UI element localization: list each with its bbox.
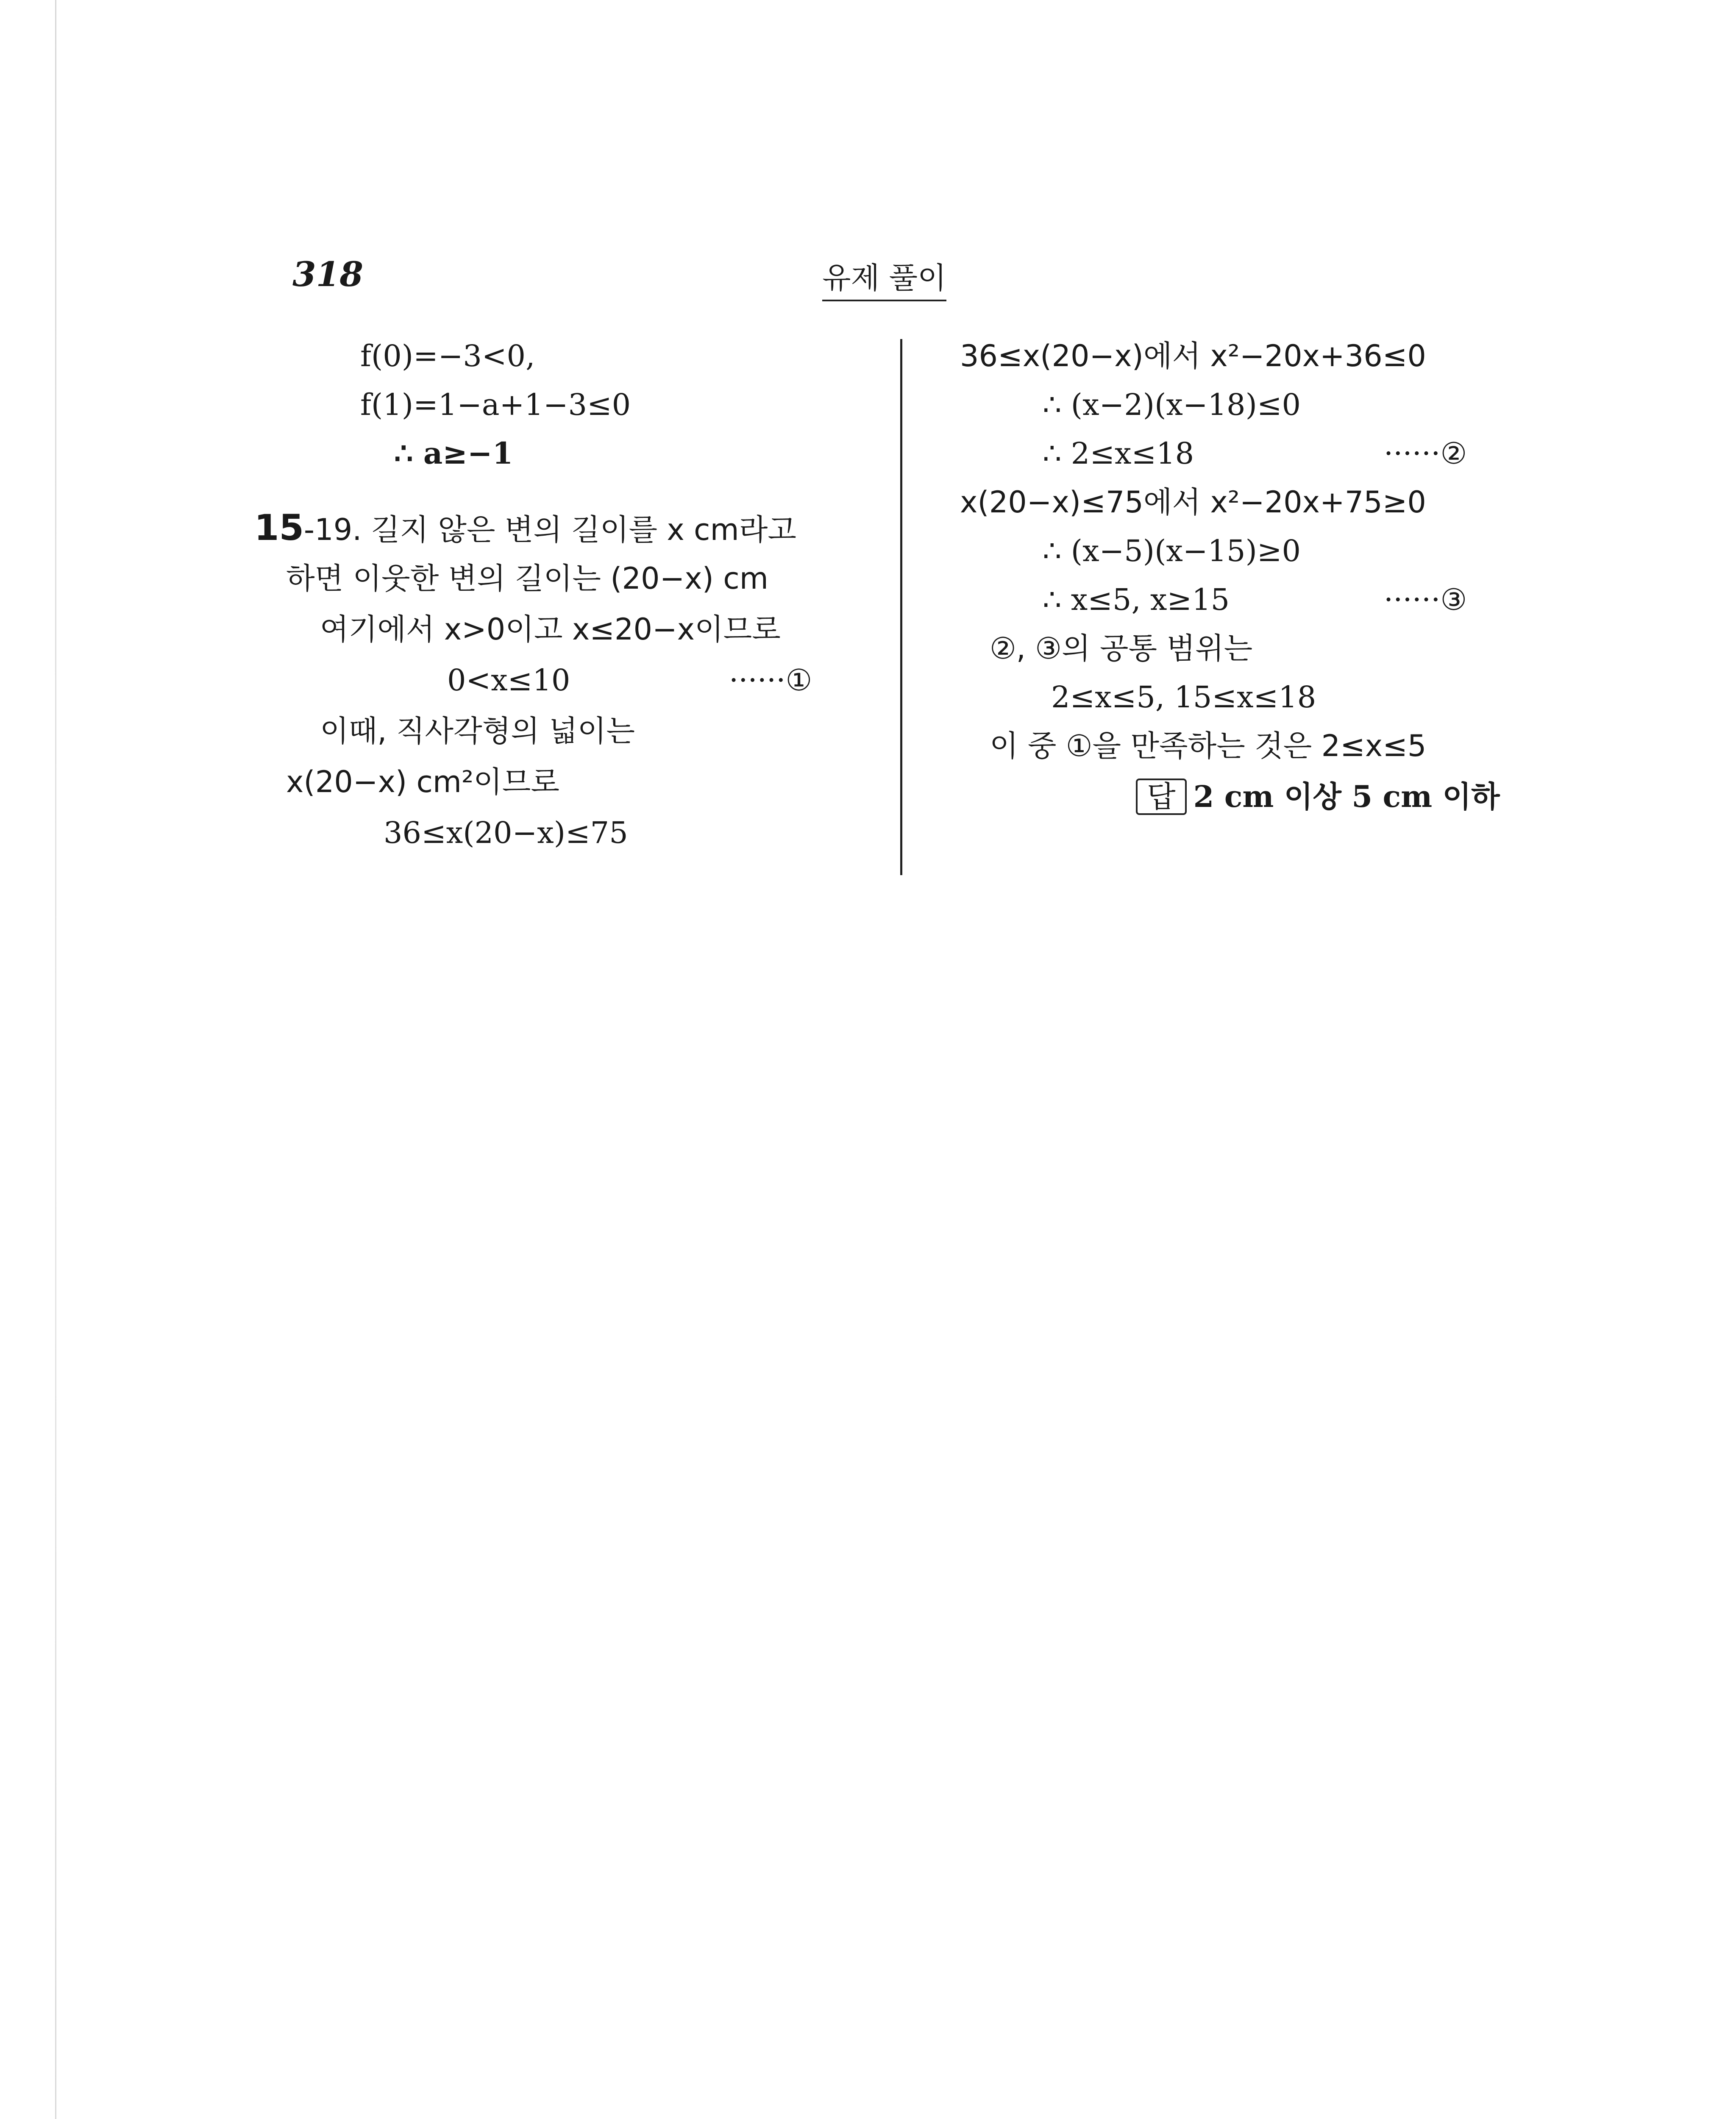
right-line-4: x(20−x)≤75에서 x²−20x+75≥0 [960, 485, 1426, 520]
answer-line [1136, 776, 1500, 818]
right-line-1: 36≤x(20−x)에서 x²−20x+36≤0 [960, 339, 1426, 373]
column-divider [900, 339, 902, 875]
answer-text: 2 cm 이상 5 cm 이하 [1193, 779, 1500, 814]
prev-solution-f1: f(1)=1−a+1−3≤0 [360, 387, 631, 422]
problem-number: -19. [303, 512, 362, 547]
scan-edge [55, 0, 56, 2119]
right-line-9: 이 중 ①을 만족하는 것은 2≤x≤5 [990, 729, 1427, 763]
condition-mark-1: ······① [729, 663, 812, 698]
problem-heading [254, 506, 796, 551]
right-line-5: ∴ (x−5)(x−15)≥0 [1043, 534, 1301, 568]
right-line-8: 2≤x≤5, 15≤x≤18 [1051, 680, 1316, 715]
solution-line-7: 36≤x(20−x)≤75 [384, 815, 628, 850]
solution-line-6: x(20−x) cm²이므로 [286, 765, 560, 799]
solution-line-3: 여기에서 x>0이고 x≤20−x이므로 [320, 612, 781, 647]
condition-mark-2: ······② [1384, 436, 1467, 471]
condition-mark-3: ······③ [1384, 582, 1467, 617]
solution-line-4: 0<x≤10 [447, 663, 570, 698]
solution-line-1: 길지 않은 변의 길이를 x cm라고 [371, 512, 796, 547]
right-line-7: ②, ③의 공통 범위는 [990, 631, 1253, 666]
running-title: 유제 풀이 [822, 254, 946, 301]
page-number: 318 [292, 254, 363, 294]
right-line-3: ∴ 2≤x≤18 [1043, 436, 1194, 471]
answer-label-box: 답 [1136, 779, 1187, 815]
right-line-2: ∴ (x−2)(x−18)≤0 [1043, 387, 1301, 422]
prev-solution-result: ∴ a≥−1 [394, 436, 513, 471]
right-line-6: ∴ x≤5, x≥15 [1043, 582, 1230, 617]
solution-line-5: 이때, 직사각형의 넓이는 [320, 714, 635, 748]
problem-badge: 15 [254, 507, 304, 548]
solution-line-2: 하면 이웃한 변의 길이는 (20−x) cm [286, 561, 768, 596]
prev-solution-f0: f(0)=−3<0, [360, 339, 535, 373]
